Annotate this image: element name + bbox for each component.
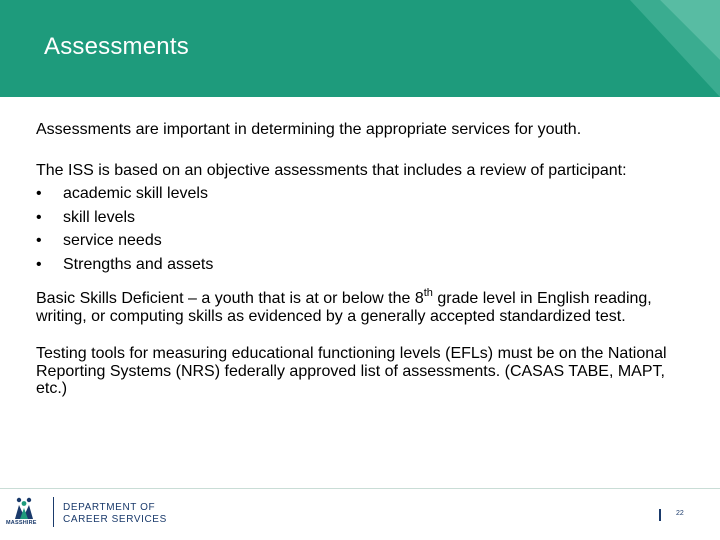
list-item: • academic skill levels [36, 182, 686, 206]
page-number: 22 [676, 510, 684, 517]
list-item: • skill levels [36, 206, 686, 230]
slide-header [0, 0, 720, 97]
slide-title: Assessments [44, 33, 189, 60]
page-number-bar [659, 509, 661, 521]
department-name: DEPARTMENT OF CAREER SERVICES [63, 502, 167, 525]
list-item: • Strengths and assets [36, 253, 686, 277]
participant-review-list [36, 182, 686, 276]
iss-paragraph: The ISS is based on an objective assessments that includes a review of participant: [36, 161, 627, 179]
basic-skills-deficient-paragraph: Basic Skills Deficient – a youth that is at or below the 8th grade level in English reading, writing, or computing skills as evidenced by a generally accepted standardized test. [36, 286, 652, 325]
footer-divider [0, 488, 720, 489]
list-item: • service needs [36, 229, 686, 253]
logo-divider [53, 497, 54, 527]
slide-body [36, 118, 686, 398]
bullet-icon: • [36, 208, 42, 226]
intro-paragraph: Assessments are important in determining the appropriate services for youth. [36, 121, 582, 138]
masshire-logo-text: MASSHIRE [6, 520, 37, 526]
bullet-icon: • [36, 185, 42, 202]
bullet-icon: • [36, 255, 42, 273]
testing-tools-paragraph: Testing tools for measuring educational functioning levels (EFLs) must be on the National Reporting Systems (NRS) federally approved list of assessments. (CASAS TABE, MAPT, etc.) [36, 345, 667, 397]
bullet-icon: • [36, 232, 42, 249]
corner-stripe-decoration [630, 0, 720, 97]
